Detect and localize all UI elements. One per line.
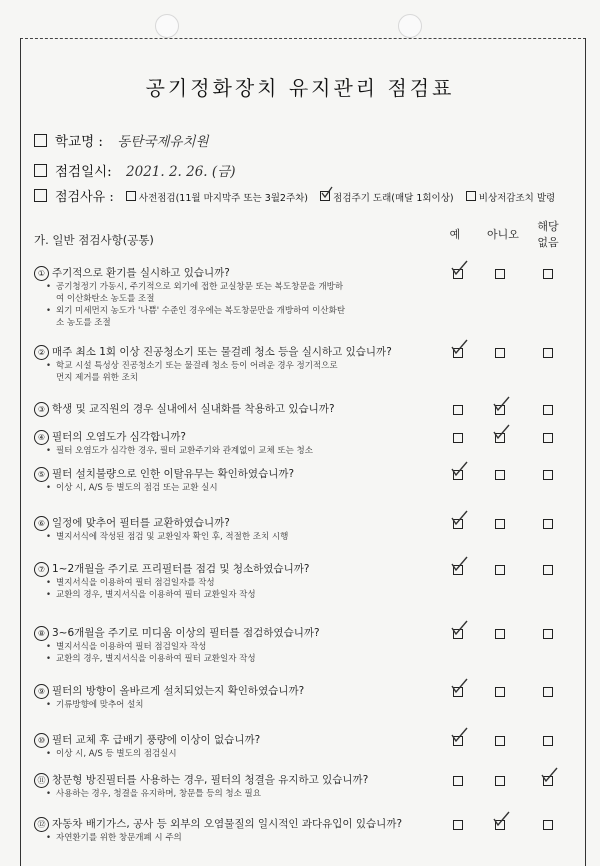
question-text: 주기적으로 환기를 실시하고 있습니까? <box>52 267 230 279</box>
section-title: 가. 일반 점검사항(공통) <box>34 233 154 247</box>
question-note <box>34 281 464 293</box>
note-text: 교환의 경우, 별지서식을 이용하여 필터 교환일자 작성 <box>56 590 256 600</box>
answer-checkbox-no[interactable] <box>495 629 505 639</box>
bullet-icon: • <box>46 306 52 316</box>
note-text: 교환의 경우, 별지서식을 이용하여 필터 교환일자 작성 <box>56 654 256 664</box>
check-mark-icon <box>451 461 469 477</box>
periodic-checkbox-checked[interactable] <box>320 191 330 201</box>
question-text: 매주 최소 1회 이상 진공청소기 또는 물걸레 청소 등을 실시하고 있습니까? <box>52 346 392 358</box>
question-text: 필터 교체 후 급배기 풍량에 이상이 없습니까? <box>52 734 261 746</box>
answer-checkbox-na[interactable] <box>543 736 553 746</box>
note-text: 별지서식에 작성된 점검 및 교환일자 확인 후, 적절한 조치 시행 <box>56 532 289 542</box>
note-text: 학교 시설 특성상 진공청소기 또는 물걸레 청소 등이 어려운 경우 정기적으로 <box>56 361 338 371</box>
checklist-question <box>34 733 464 748</box>
note-text: 이상 시, A/S 등 별도의 점검실시 <box>56 749 177 759</box>
answer-checkbox-na[interactable] <box>543 269 553 279</box>
item-number: ③ <box>34 402 49 417</box>
date-row <box>34 160 235 180</box>
answer-checkbox-no[interactable] <box>495 348 505 358</box>
bullet-icon: • <box>46 361 52 371</box>
check-mark-icon <box>451 339 469 355</box>
bullet-icon: • <box>46 700 52 710</box>
question-note <box>34 482 464 494</box>
reason-checkbox[interactable] <box>34 189 47 202</box>
reason-option-emergency[interactable]: 비상저감조치 발령 <box>458 193 555 204</box>
check-mark-icon <box>493 811 511 827</box>
item-number: ⑪ <box>34 773 49 788</box>
note-text: 기류방향에 맞추어 설치 <box>56 700 144 710</box>
question-text: 자동차 배기가스, 공사 등 외부의 오염물질의 일시적인 과다유입이 있습니까? <box>52 818 403 830</box>
date-label: 점검일시: <box>55 164 112 180</box>
check-mark-icon <box>451 678 469 694</box>
inspection-date-value: 2021. 2. 26. (금) <box>126 164 236 180</box>
question-text: 1~2개월을 주기로 프리필터를 점검 및 청소하였습니까? <box>52 563 310 575</box>
emergency-checkbox[interactable] <box>466 191 476 201</box>
reason-option-pre-inspection[interactable]: 사전점검(11월 마지막주 또는 3월2주차) <box>118 193 308 204</box>
question-note <box>34 653 464 665</box>
school-label: 학교명 : <box>55 134 103 150</box>
question-text: 일정에 맞추어 필터를 교환하였습니까? <box>52 517 230 529</box>
question-note <box>34 305 464 317</box>
question-text: 3~6개월을 주기로 미디움 이상의 필터를 점검하였습니까? <box>52 627 320 639</box>
bullet-icon: • <box>46 446 52 456</box>
note-text: 소 농도를 조절 <box>56 318 111 328</box>
bullet-icon: • <box>46 749 52 759</box>
note-text: 공기청정기 가동시, 주기적으로 외기에 접한 교실창문 또는 복도창문을 개방하 <box>56 282 344 292</box>
note-text: 별지서식을 이용하여 필터 점검일자를 작성 <box>56 578 215 588</box>
checklist-item <box>34 562 464 601</box>
answer-checkbox-yes[interactable] <box>453 820 463 830</box>
answer-checkbox-no[interactable] <box>495 776 505 786</box>
question-note <box>34 531 464 543</box>
checklist-item <box>34 733 464 760</box>
question-text: 창문형 방진필터를 사용하는 경우, 필터의 청결을 유지하고 있습니까? <box>52 774 369 786</box>
answer-checkbox-no[interactable] <box>495 269 505 279</box>
item-number: ⑤ <box>34 467 49 482</box>
question-note <box>34 748 464 760</box>
question-note <box>34 832 464 844</box>
item-number: ⑩ <box>34 733 49 748</box>
check-mark-icon <box>451 727 469 743</box>
answer-checkbox-no[interactable] <box>495 565 505 575</box>
checklist-item <box>34 345 464 384</box>
check-mark-icon <box>451 260 469 276</box>
form-title: 공기정화장치 유지관리 점검표 <box>145 76 455 100</box>
answer-checkbox-na[interactable] <box>543 519 553 529</box>
check-mark-icon <box>541 767 559 783</box>
question-text: 학생 및 교직원의 경우 실내에서 실내화를 착용하고 있습니까? <box>52 403 335 415</box>
bullet-icon: • <box>46 833 52 843</box>
checklist-item <box>34 467 464 494</box>
checklist-item <box>34 430 464 457</box>
bullet-icon: • <box>46 282 52 292</box>
reason-row <box>34 186 555 205</box>
note-text: 사용하는 경우, 청결을 유지하며, 창문틀 등의 청소 필요 <box>56 789 261 799</box>
question-note <box>34 293 464 305</box>
answer-checkbox-na[interactable] <box>543 348 553 358</box>
answer-checkbox-no[interactable] <box>495 519 505 529</box>
check-mark-icon <box>451 510 469 526</box>
answer-checkbox-na[interactable] <box>543 565 553 575</box>
checklist-question <box>34 345 464 360</box>
checklist-question <box>34 626 464 641</box>
question-note <box>34 788 464 800</box>
answer-checkbox-yes[interactable] <box>453 405 463 415</box>
checklist-question <box>34 684 464 699</box>
answer-checkbox-no[interactable] <box>495 470 505 480</box>
question-text: 필터의 방향이 올바르게 설치되었는지 확인하였습니까? <box>52 685 305 697</box>
checklist-question <box>34 402 464 417</box>
punch-hole-right <box>398 14 422 38</box>
question-text: 필터 설치불량으로 인한 이탈유무는 확인하였습니까? <box>52 468 295 480</box>
bullet-icon: • <box>46 654 52 664</box>
school-name-value: 동탄국제유치원 <box>117 134 209 150</box>
date-checkbox[interactable] <box>34 164 47 177</box>
item-number: ⑦ <box>34 562 49 577</box>
checklist-question <box>34 516 464 531</box>
note-text: 자연환기를 위한 창문개폐 시 주의 <box>56 833 182 843</box>
checklist-question <box>34 562 464 577</box>
answer-checkbox-no[interactable] <box>495 687 505 697</box>
item-number: ④ <box>34 430 49 445</box>
checklist-item <box>34 626 464 665</box>
checklist-item <box>34 516 464 543</box>
column-na-top: 해당 <box>537 220 559 233</box>
question-note <box>34 641 464 653</box>
answer-checkbox-na[interactable] <box>543 629 553 639</box>
checklist-item <box>34 773 464 800</box>
answer-checkbox-no[interactable] <box>495 736 505 746</box>
note-text: 먼지 제거를 위한 조치 <box>56 373 139 383</box>
answer-checkbox-na[interactable] <box>543 470 553 480</box>
column-yes: 예 <box>449 228 461 241</box>
answer-checkbox-yes[interactable] <box>453 433 463 443</box>
checklist-item <box>34 817 464 844</box>
bullet-icon: • <box>46 532 52 542</box>
item-number: ① <box>34 266 49 281</box>
bullet-icon: • <box>46 789 52 799</box>
answer-checkbox-na[interactable] <box>543 433 553 443</box>
item-number: ⑥ <box>34 516 49 531</box>
answer-checkbox-na[interactable] <box>543 405 553 415</box>
reason-option-periodic[interactable]: 점검주기 도래(매달 1회이상) <box>312 193 453 204</box>
question-note <box>34 445 464 457</box>
column-na-bottom: 없음 <box>537 236 559 249</box>
school-row <box>34 130 209 150</box>
checklist-question <box>34 430 464 445</box>
note-text: 여 이산화탄소 농도를 조절 <box>56 294 155 304</box>
pre-inspection-checkbox[interactable] <box>126 191 136 201</box>
checklist-question <box>34 773 464 788</box>
question-text: 필터의 오염도가 심각합니까? <box>52 431 186 443</box>
note-text: 외기 미세먼지 농도가 '나쁨' 수준인 경우에는 복도창문만을 개방하여 이산화탄 <box>56 306 346 316</box>
answer-checkbox-na[interactable] <box>543 687 553 697</box>
question-note <box>34 589 464 601</box>
checklist-item <box>34 684 464 711</box>
column-no: 아니오 <box>487 228 519 241</box>
checklist-item <box>34 266 464 329</box>
bullet-icon: • <box>46 590 52 600</box>
question-note <box>34 372 464 384</box>
question-note <box>34 360 464 372</box>
checklist-question <box>34 266 464 281</box>
note-text: 필터 오염도가 심각한 경우, 필터 교환주기와 관계없이 교체 또는 청소 <box>56 446 313 456</box>
punch-hole-left <box>155 14 179 38</box>
note-text: 이상 시, A/S 등 별도의 점검 또는 교환 실시 <box>56 483 218 493</box>
checklist-item <box>34 402 464 417</box>
item-number: ⑫ <box>34 817 49 832</box>
check-mark-icon <box>493 424 511 440</box>
question-note <box>34 577 464 589</box>
answer-checkbox-yes[interactable] <box>453 776 463 786</box>
checklist-question <box>34 467 464 482</box>
check-mark-icon <box>493 396 511 412</box>
bullet-icon: • <box>46 483 52 493</box>
item-number: ⑧ <box>34 626 49 641</box>
bullet-icon: • <box>46 642 52 652</box>
item-number: ⑨ <box>34 684 49 699</box>
item-number: ② <box>34 345 49 360</box>
reason-label: 점검사유 : <box>55 190 114 205</box>
check-mark-icon <box>320 186 334 200</box>
question-note <box>34 317 464 329</box>
bullet-icon: • <box>46 578 52 588</box>
check-mark-icon <box>451 556 469 572</box>
answer-checkbox-na[interactable] <box>543 820 553 830</box>
question-note <box>34 699 464 711</box>
school-checkbox[interactable] <box>34 134 47 147</box>
note-text: 별지서식을 이용하여 필터 점검일자 작성 <box>56 642 207 652</box>
checklist-question <box>34 817 464 832</box>
check-mark-icon <box>451 620 469 636</box>
